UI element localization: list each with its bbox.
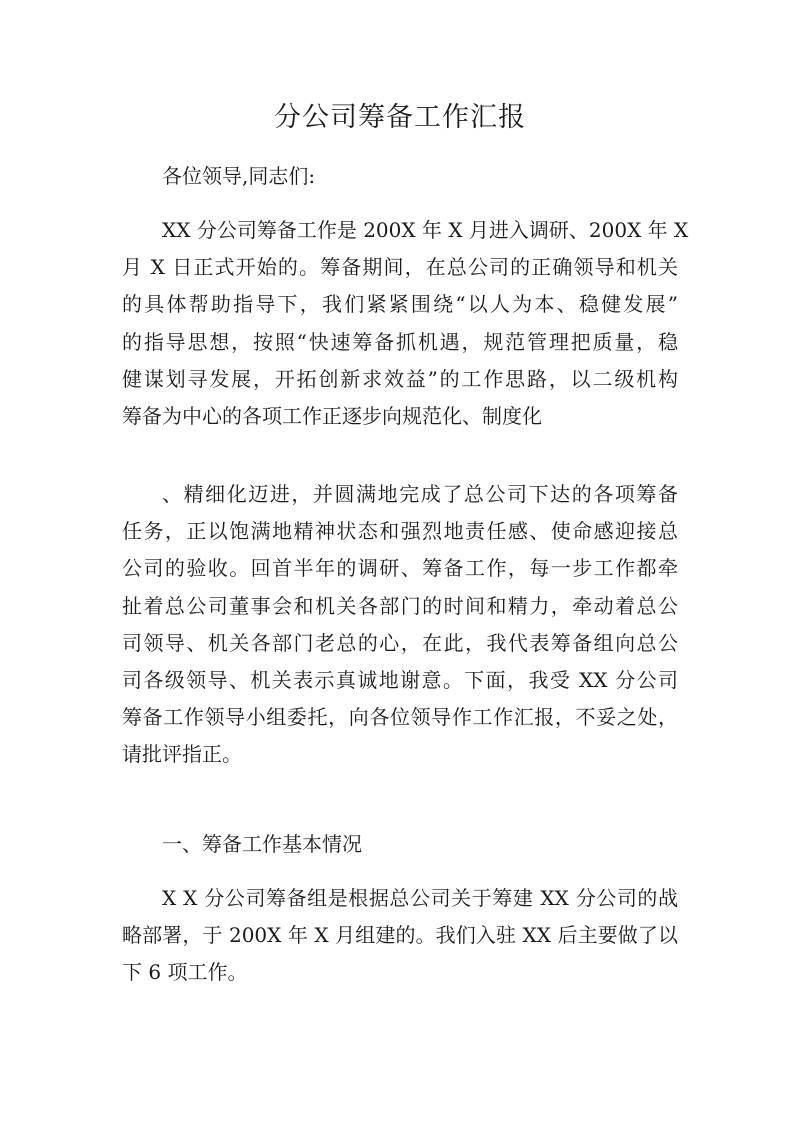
paragraph-1-line: 健谋划寻发展，开拓创新求效益”的工作思路，以二级机构	[122, 366, 678, 391]
paragraph-2-line: 司领导、机关各部门老总的心，在此，我代表筹备组向总公	[122, 630, 678, 655]
document-title: 分公司筹备工作汇报	[274, 102, 526, 133]
paragraph-1-line: 的指导思想，按照“快速筹备抓机遇，规范管理把质量，稳	[122, 329, 678, 354]
paragraph-2-line: 任务，正以饱满地精神状态和强烈地责任感、使命感迎接总	[122, 519, 678, 544]
paragraph-2-line: 请批评指正。	[122, 742, 242, 767]
section-1-heading	[122, 826, 718, 863]
paragraph-2-line: 筹备工作领导小组委托，向各位领导作工作汇报，不妥之处，	[122, 705, 678, 730]
paragraph-3-line: 下 6 项工作。	[122, 960, 248, 985]
paragraph-3-line: X X 分公司筹备组是根据总公司关于筹建 XX 分公司的战	[162, 886, 678, 910]
paragraph-2	[122, 476, 678, 774]
paragraph-3-line: 略部署，于 200X 年 X 月组建的。我们入驻 XX 后主要做了以	[122, 923, 678, 948]
salutation	[122, 158, 718, 195]
paragraph-3	[122, 880, 678, 992]
paragraph-1-line: 月 X 日正式开始的。筹备期间，在总公司的正确领导和机关	[122, 255, 678, 280]
paragraph-1-line: 的具体帮助指导下，我们紧紧围绕“以人为本、稳健发展”	[122, 292, 678, 317]
paragraph-2-line: 公司的验收。回首半年的调研、筹备工作，每一步工作都牵	[122, 556, 678, 581]
salutation-text: 各位领导,同志们:	[162, 164, 316, 188]
paragraph-1-line: XX 分公司筹备工作是 200X 年 X 月进入调研、200X 年 X	[162, 218, 689, 242]
paragraph-1	[122, 212, 689, 435]
paragraph-2-line: 扯着总公司董事会和机关各部门的时间和精力，牵动着总公	[122, 593, 678, 618]
paragraph-2-line: 、精细化迈进，并圆满地完成了总公司下达的各项筹备	[162, 482, 678, 506]
paragraph-2-line: 司各级领导、机关表示真诚地谢意。下面，我受 XX 分公司	[122, 668, 678, 693]
section-1-heading-text: 一、筹备工作基本情况	[162, 832, 362, 856]
paragraph-1-line: 筹备为中心的各项工作正逐步向规范化、制度化	[122, 404, 542, 429]
